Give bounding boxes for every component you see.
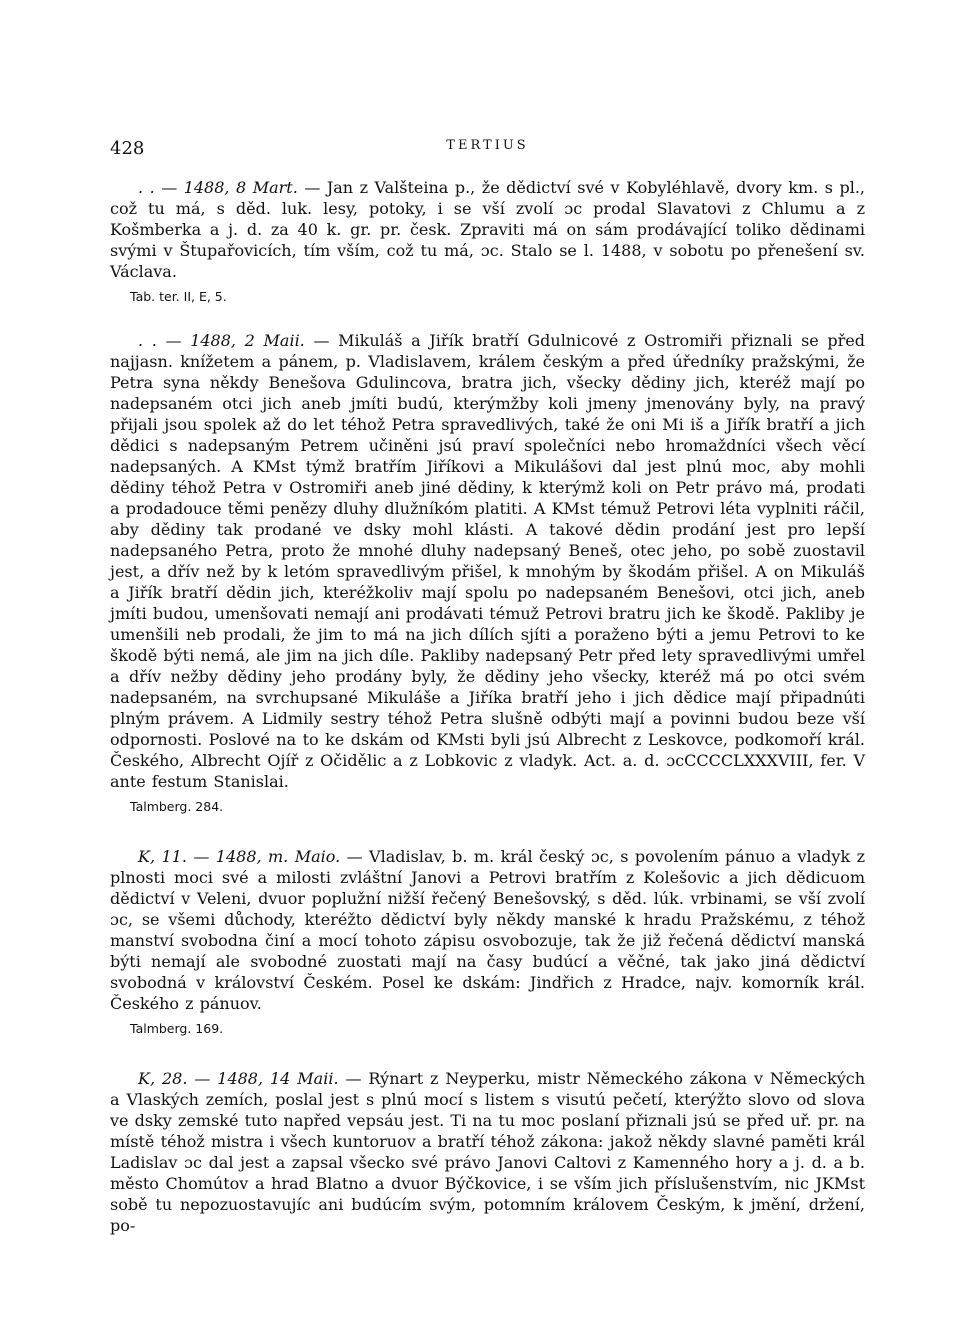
entry-text: — Jan z Valšteina p., že dědictví své v Kobyléhlavě, dvory km. s pl., což tu má, s děd. luk. lesy, potoky, i se vší zvolí ɔc prodal Slavatovi z Chlumu a z Košmberka a j. d. za 40 k. gr. pr. česk. Zpraviti má on sám prodávající toliko dědinami svými v Štupařovicích, tím vším, což tu má, ɔc. Stalo se l. 1488, v sobotu po přenešení sv. Václava.: [110, 178, 865, 281]
entry-text: — Rýnart z Neyperku, mistr Německého zákona v Německých a Vlaských zemích, poslal jest s plnú mocí s listem s visutú pečetí, kterýžto slovo od slova ve dsky zemské tuto napřed vepsáu jest. Ti na tu moc poslaní přiznali jsú se před uř. pr. na místě téhož mistra i všech kuntoruov a bratří téhož zákona: jakož někdy slavné paměti král Ladislav ɔc dal jest a zapsal všecko své právo Janovi Caltovi z Kamenného hory a j. d. a b. město Chomútov a hrad Blatno a dvuor Býčkovice, i se vším jich příslušenstvím, nic JKMst sobě tu nepozuostavujíc ani budúcím svým, potomním královem Českým, k jmění, držení, po-: [110, 1069, 865, 1235]
entry-date: . . — 1488, 8 Mart.: [138, 178, 298, 197]
page-header: [110, 138, 865, 162]
entry-1: [110, 177, 865, 304]
entry-date: K, 11. — 1488, m. Maio.: [138, 847, 341, 866]
source-reference: Talmberg. 169.: [130, 1021, 224, 1036]
entry-paragraph: [110, 846, 865, 1014]
entry-date: K, 28. — 1488, 14 Maii.: [138, 1069, 339, 1088]
entry-4: [110, 1068, 865, 1236]
running-title: TERTIUS: [446, 138, 529, 153]
source-reference: Talmberg. 284.: [130, 799, 224, 814]
entry-paragraph: [110, 177, 865, 282]
entry-3: [110, 846, 865, 1036]
entry-text: — Mikuláš a Jiřík bratří Gdulnicové z Ostromiři přiznali se před najjasn. knížetem a pánem, p. Vladislavem, králem českým a před úředníky pražskými, že Petra syna někdy Benešova Gdulincova, bratra jich, všecky dědiny jich, kteréž mají po nadepsaném otci jich aneb jmíti budú, kterýmžby koli jmeny jmenovány byly, na pravý přijali jsou spolek až do let téhož Petra spravedlivých, také že oni Mi iš a Jiřík bratří a jich dědici s nadepsaným Petrem učiněni jsú praví společníci nebo hromaždníci všech věcí nadepsaných. A KMst týmž bratřím Jiříkovi a Mikulášovi dal jest plnú moc, aby mohli dědiny téhož Petra v Ostromiři aneb jiné dědiny, k kterýmž koli on Petr právo má, prodati a prodadouce těmi penězy dluhy dlužníkóm platiti. A KMst témuž Petrovi léta vyplniti ráčil, aby dědiny tak prodané ve dsky mohl klásti. A takové dědin prodání jest pro lepší nadepsaného Petra, proto že mnohé dluhy nadepsaný Beneš, otec jeho, po sobě zuostavil jest, a dřív než by k letóm spravedlivým přišel, k mnohým by škodám přišel. A on Mikuláš a Jiřík bratří dědin jich, kteréžkoliv mají spolu po nadepsaném Benešovi, otci jich, aneb jmíti budou, umenšovati nemají ani prodávati témuž Petrovi bratru jich ke škodě. Pakliby je umenšili neb prodali, že jim to má na jich dílích sjíti a poraženo býti a jemu Petrovi to ke škodě býti nemá, ale jim na jich díle. Pakliby nadepsaný Petr před lety spravedlivými umřel a dřív nežby dědiny jeho prodány byly, že dědiny jeho všecky, kteréž má po otci svém nadepsaném, na svrchupsané Mikuláše a Jiříka bratří jeho i jich dědice mají připadnúti plným právem. A Lidmily sestry téhož Petra slušně odbýti mají a povinni budou beze vší odpornosti. Poslové na to ke dskám od KMsti byli jsú Albrecht z Leskovce, podkomoří král. Českého, Albrecht Ojíř z Očidělic a z Lobkovic z vladyk. Act. a. d. ɔcCCCCLXXXVIII, fer. V ante festum Stanislai.: [110, 331, 866, 791]
source-reference: Tab. ter. II, E, 5.: [130, 289, 227, 304]
entry-2: [110, 330, 865, 814]
entry-date: . . — 1488, 2 Maii.: [138, 331, 305, 350]
entry-paragraph: [110, 1068, 865, 1236]
page-number: 428: [110, 138, 145, 159]
entry-text: — Vladislav, b. m. král český ɔc, s povolením pánuo a vladyk z plnosti moci své a milosti zvláštní Janovi a Petrovi bratřím z Kolešovic a jich dědicuom dědictví v Veleni, dvuor poplužní nižší řečený Benešovský, s děd. lúk. vrbinami, se vší zvolí ɔc, se všemi důchody, kteréžto dědictví byly někdy manské k hradu Pražskému, z téhož manství svobodna činí a mocí tohoto zápisu osvobozuje, tak že již řečená dědictví manská býti nemají ale svobodné zuostati mají na časy budúcí a věčné, tak jako jiná dědictví svobodná v království Českém. Posel ke dskám: Jindřich z Hradce, najv. komorník král. Českého z pánuov.: [110, 847, 865, 1013]
entry-paragraph: [110, 330, 865, 792]
